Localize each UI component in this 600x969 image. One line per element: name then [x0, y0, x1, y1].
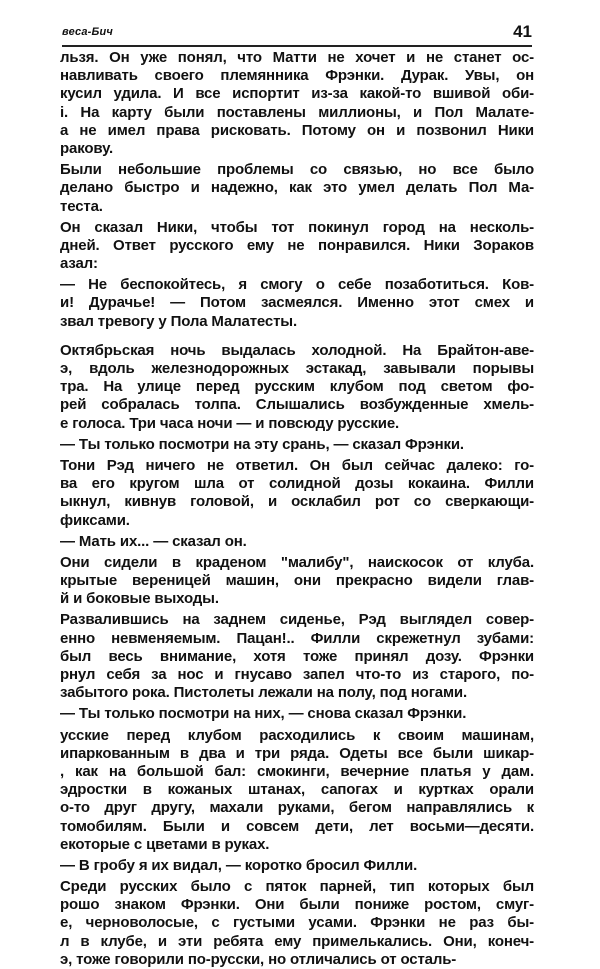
- text-line: Развалившись на заднем сиденье, Рэд выглядел совер-: [60, 611, 534, 629]
- text-line: Были небольшие проблемы со связью, но все было: [60, 161, 534, 179]
- text-line: — Ты только посмотри на них, — снова сказал Фрэнки.: [60, 705, 467, 723]
- text-line: ракову.: [60, 139, 113, 157]
- text-line: томобилям. Были и совсем дети, лет восьми—десяти.: [60, 817, 534, 835]
- text-line: ипаркованным в два и три ряда. Одеты все были шикар-: [60, 744, 534, 762]
- text-line: — Не беспокойтесь, я смогу о себе позаботиться. Ков-: [60, 276, 534, 294]
- text-line: усские перед клубом расходились к своим машинам,: [60, 726, 534, 744]
- running-head: [62, 22, 532, 44]
- text-line: э, тоже говорили по-русски, но отличались от осталь-: [60, 950, 457, 968]
- text-line: і. На карту были поставлены миллионы, и Пол Малате-: [60, 103, 534, 121]
- text-line: дней. Ответ русского ему не понравился. Ники Зораков: [60, 236, 534, 254]
- text-line: — Мать их... — сказал он.: [60, 532, 247, 550]
- text-line: и! Дурачье! — Потом засмеялся. Именно этот смех и: [60, 294, 534, 312]
- text-line: енно невменяемым. Пацан!.. Филли скрежетнул зубами:: [60, 629, 534, 647]
- text-line: тра. На улице перед русским клубом под светом фо-: [60, 378, 534, 396]
- text-line: й и боковые выходы.: [60, 590, 219, 608]
- text-line: е голоса. Три часа ночи — и повсюду русские.: [60, 414, 400, 432]
- text-line: азал:: [60, 255, 98, 273]
- section-break: [60, 331, 534, 342]
- text-line: э, вдоль железнодорожных эстакад, завывали порывы: [60, 360, 534, 377]
- text-line: эдростки в кожаных штанах, сапогах и куртках орали: [60, 781, 534, 799]
- text-line: навливать своего племянника Фрэнки. Дурак. Увы, он: [60, 67, 534, 85]
- text-line: ыкнул, кивнув головой, и осклабил рот со сверкающи-: [60, 493, 534, 511]
- text-line: Октябрьская ночь выдалась холодной. На Брайтон-аве-: [60, 341, 534, 359]
- text-line: рнул себя за нос и гнусаво запел что-то из старого, по-: [60, 666, 534, 683]
- text-line: крытые вереницей машин, они прекрасно видели глав-: [60, 572, 534, 590]
- text-line: рей собралась толпа. Слышались возбужденные хмель-: [60, 396, 534, 414]
- text-line: екоторые с цветами в руках.: [60, 835, 270, 853]
- text-line: Тони Рэд ничего не ответил. Он был сейчас далеко: го-: [60, 456, 534, 474]
- text-line: , как на большой бал: смокинги, вечерние платья у дам.: [60, 762, 534, 780]
- text-line: звал тревогу у Пола Малатесты.: [60, 312, 297, 330]
- text-line: — Ты только посмотри на эту срань, — сказал Фрэнки.: [60, 435, 464, 453]
- text-line: рошо знаком Фрэнки. Они были пониже ростом, смуг-: [60, 896, 534, 914]
- text-line: фиксами.: [60, 511, 130, 529]
- text-line: Он сказал Ники, чтобы тот покинул город на несколь-: [60, 218, 534, 236]
- text-line: л в клубе, и эти ребята ему примелькались. Они, конеч-: [60, 932, 534, 950]
- text-line: делано быстро и надежно, как это умел делать Пол Ма-: [60, 179, 534, 197]
- text-line: Они сидели в краденом "малибу", наискосок от клуба.: [60, 553, 534, 571]
- text-line: теста.: [60, 197, 103, 215]
- text-line: е, черноволосые, с густыми усами. Фрэнки не раз бы-: [60, 914, 534, 932]
- text-line: был весь внимание, хотя тоже принял дозу. Фрэнки: [60, 647, 534, 665]
- text-line: — В гробу я их видал, — коротко бросил Филли.: [60, 856, 418, 874]
- running-title: весa-Бич: [62, 26, 114, 38]
- text-line: забытого рока. Пистолеты лежали на полу, под ногами.: [60, 684, 468, 702]
- text-line: о-то друг другу, махали руками, бегом направлялись к: [60, 799, 534, 817]
- text-line: Среди русских было с пяток парней, тип которых был: [60, 878, 534, 896]
- header-rule: [62, 45, 532, 47]
- text-line: ва его кругом шла от солидной дозы кокаина. Филли: [60, 475, 534, 493]
- body-text: [60, 49, 534, 969]
- text-line: а не имел права рисковать. Потому он и позвонил Ники: [60, 121, 534, 139]
- page-number: 41: [513, 22, 532, 41]
- text-line: кусил удила. И все испортит из-за какой-то вшивой оби-: [60, 85, 534, 103]
- text-line: льзя. Он уже понял, что Матти не хочет и не станет ос-: [60, 49, 534, 66]
